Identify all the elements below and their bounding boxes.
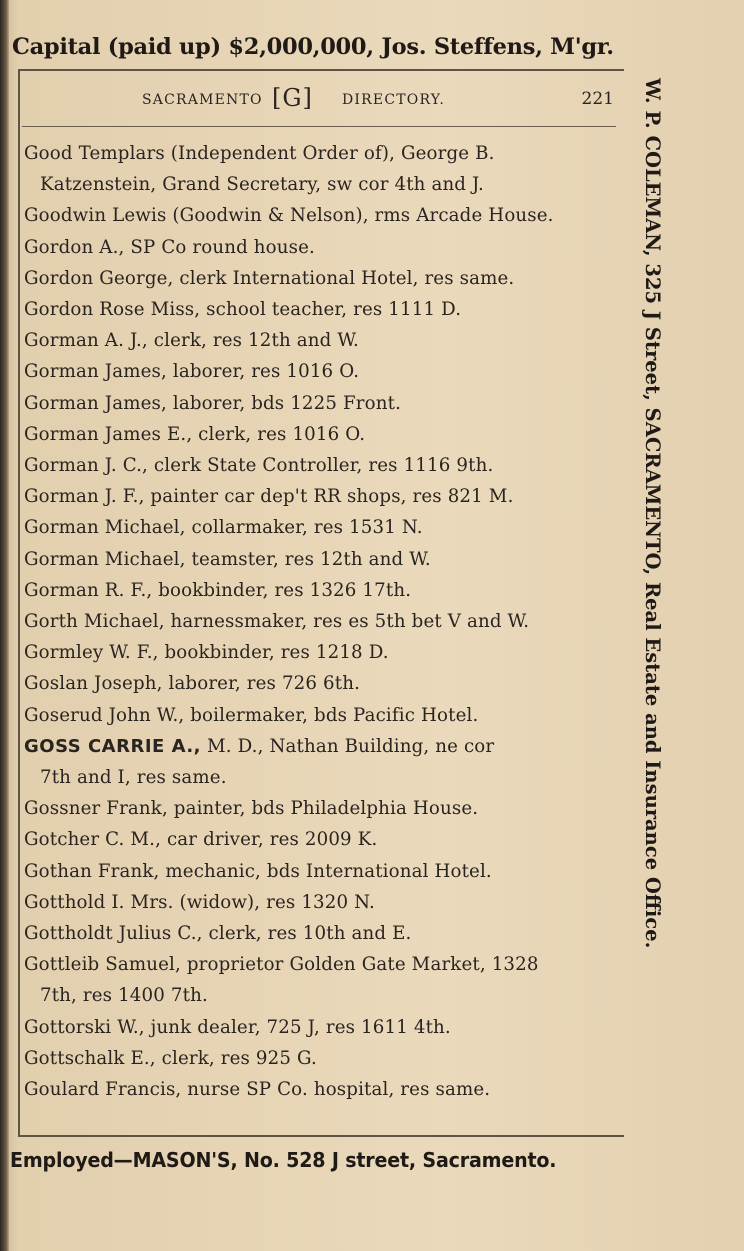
page-number: 221 [581,89,614,109]
directory-entry: Gorman J. F., painter car dep't RR shops, res 821 M. [24,486,514,508]
directory-entry: Gordon Rose Miss, school teacher, res 1111 D. [24,299,462,321]
directory-entry: Gorman R. F., bookbinder, res 1326 17th. [24,579,412,601]
directory-entry: Gothan Frank, mechanic, bds International Hotel. [24,860,492,882]
directory-entry: Gotcher C. M., car driver, res 2009 K. [24,829,378,851]
directory-entry: Gorman James, laborer, res 1016 O. [24,361,360,383]
directory-entry: Gottleib Samuel, proprietor Golden Gate Market, 1328 [24,954,539,976]
side-advertisement-text: W. P. COLEMAN, 325 J Street, SACRAMENTO, Real Estate and Insurance Office. [641,78,664,949]
directory-entry: Goslan Joseph, laborer, res 726 6th. [24,673,361,695]
directory-entry-continuation: 7th, res 1400 7th. [40,985,208,1007]
directory-entry: Gottschalk E., clerk, res 925 G. [24,1047,317,1069]
running-head-letter: [G] [272,84,313,112]
directory-entry: Gordon George, clerk International Hotel, res same. [24,267,515,289]
frame-left-rule [18,69,20,1137]
directory-entry: Gottholdt Julius C., clerk, res 10th and E. [24,923,412,945]
directory-entry-continuation: 7th and I, res same. [40,767,227,789]
directory-entry-rest: M. D., Nathan Building, ne cor [201,735,495,757]
frame-bottom-rule [18,1135,624,1137]
running-head [22,86,616,116]
directory-entry: Good Templars (Independent Order of), George B. [24,143,495,164]
bottom-advertisement: Employed—MASON'S, No. 528 J street, Sacramento. [10,1148,557,1172]
directory-entry: Goserud John W., boilermaker, bds Pacific Hotel. [24,704,479,726]
frame-top-rule [18,69,624,71]
directory-entry-continuation: Katzenstein, Grand Secretary, sw cor 4th and J. [40,174,484,196]
book-spine-shadow [0,0,9,1251]
running-head-title: DIRECTORY. [342,92,446,108]
side-advertisement [632,78,672,1140]
directory-entry: Gorman James E., clerk, res 1016 O. [24,423,366,445]
header-rule [22,126,616,127]
directory-entry: Goodwin Lewis (Goodwin & Nelson), rms Arcade House. [24,205,554,227]
directory-entry: Goulard Francis, nurse SP Co. hospital, res same. [24,1079,491,1101]
directory-entry: Gormley W. F., bookbinder, res 1218 D. [24,642,389,664]
directory-entry: Gorman Michael, teamster, res 12th and W. [24,548,431,570]
directory-entries [24,138,620,1105]
directory-entry: Gordon A., SP Co round house. [24,236,315,258]
running-head-city: SACRAMENTO [142,92,263,108]
top-advertisement: Capital (paid up) $2,000,000, Jos. Steffens, M'gr. [12,34,614,60]
directory-entry-bold-name: GOSS CARRIE A., [24,735,202,757]
directory-entry: Gorman J. C., clerk State Controller, res 1116 9th. [24,455,494,477]
directory-entry: Gossner Frank, painter, bds Philadelphia House. [24,798,479,820]
directory-entry: Gottorski W., junk dealer, 725 J, res 1611 4th. [24,1016,451,1038]
directory-entry: Gorman James, laborer, bds 1225 Front. [24,392,401,414]
directory-entry: Gorth Michael, harnessmaker, res es 5th bet V and W. [24,611,530,633]
directory-entry: Gorman A. J., clerk, res 12th and W. [24,330,359,352]
directory-entry: Gotthold I. Mrs. (widow), res 1320 N. [24,891,375,913]
directory-entry [24,731,620,762]
directory-entry: Gorman Michael, collarmaker, res 1531 N. [24,517,423,539]
